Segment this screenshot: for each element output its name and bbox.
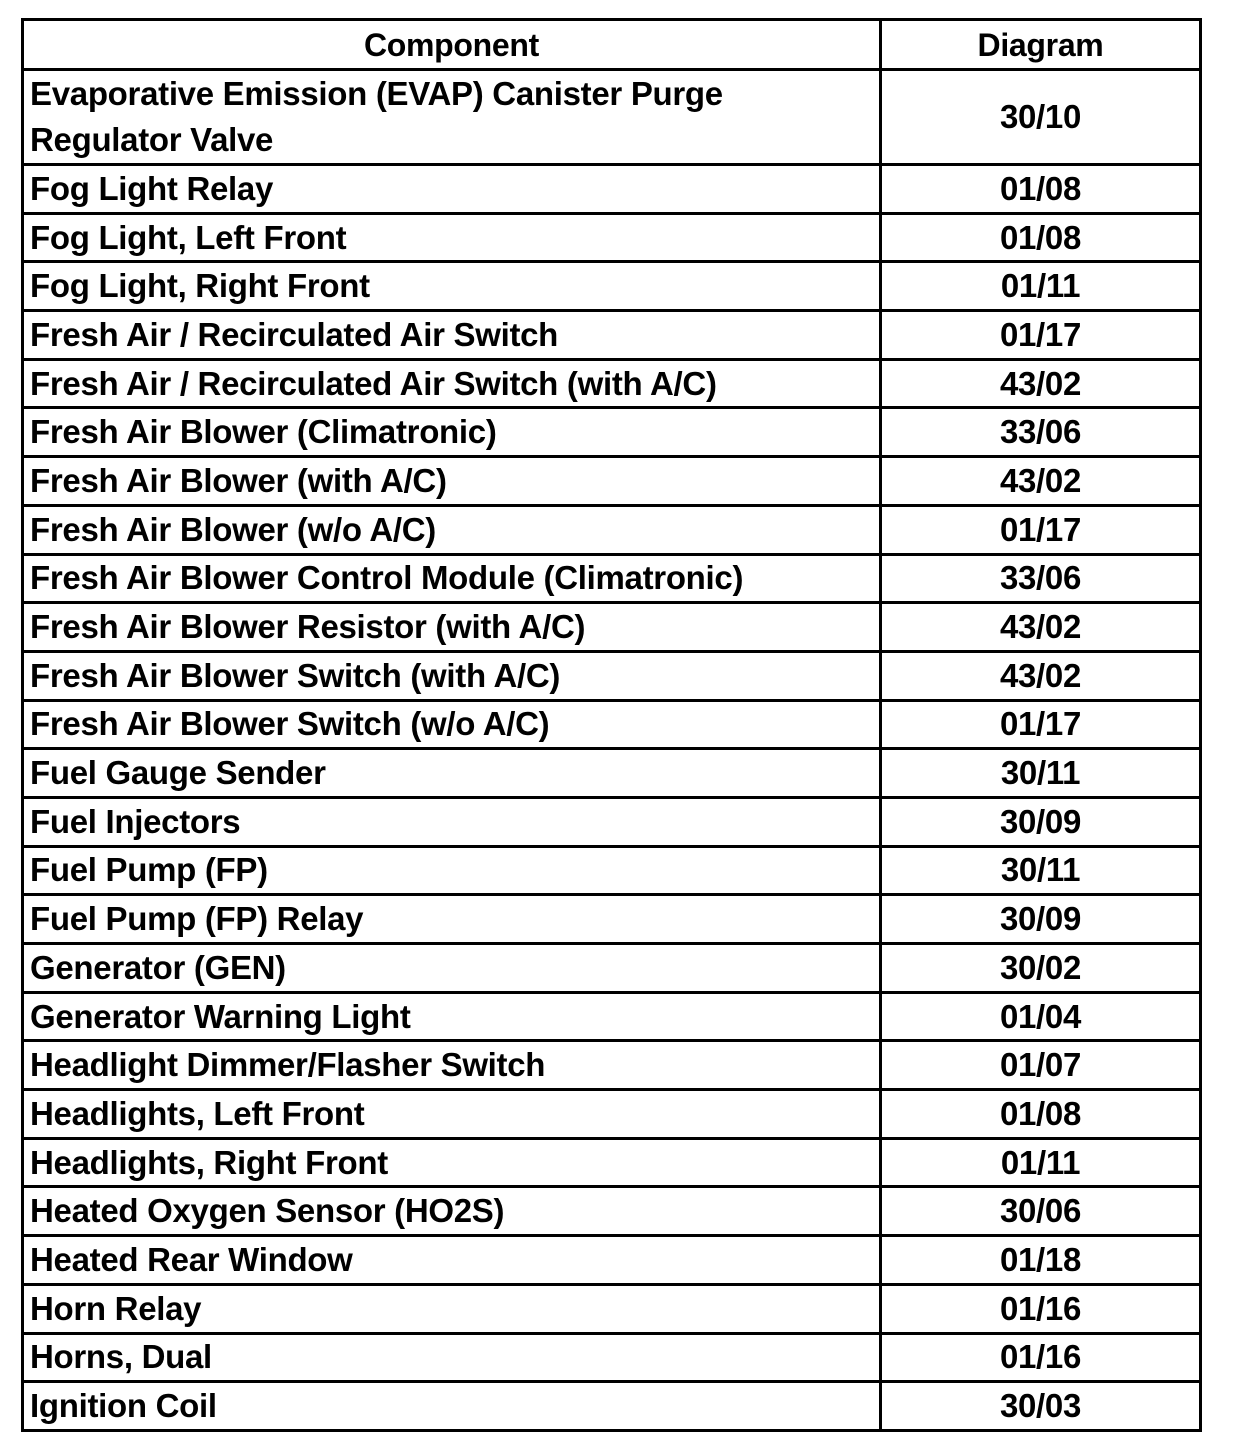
component-cell: Ignition Coil bbox=[23, 1382, 881, 1431]
diagram-cell: 01/17 bbox=[881, 700, 1201, 749]
table-row bbox=[23, 311, 1201, 360]
column-header-component: Component bbox=[23, 20, 881, 70]
diagram-cell: 33/06 bbox=[881, 408, 1201, 457]
table-row bbox=[23, 700, 1201, 749]
table-row bbox=[23, 165, 1201, 214]
component-cell: Fresh Air Blower Control Module (Climatronic) bbox=[23, 554, 881, 603]
diagram-cell: 30/09 bbox=[881, 797, 1201, 846]
table-row bbox=[23, 797, 1201, 846]
component-cell: Fuel Injectors bbox=[23, 797, 881, 846]
table-row bbox=[23, 603, 1201, 652]
component-cell: Horn Relay bbox=[23, 1284, 881, 1333]
component-cell: Heated Oxygen Sensor (HO2S) bbox=[23, 1187, 881, 1236]
table-row bbox=[23, 554, 1201, 603]
component-cell: Headlight Dimmer/Flasher Switch bbox=[23, 1041, 881, 1090]
component-cell: Headlights, Left Front bbox=[23, 1090, 881, 1139]
diagram-cell: 43/02 bbox=[881, 651, 1201, 700]
component-cell: Fog Light, Right Front bbox=[23, 262, 881, 311]
component-cell: Generator Warning Light bbox=[23, 992, 881, 1041]
diagram-cell: 30/06 bbox=[881, 1187, 1201, 1236]
table-row bbox=[23, 1236, 1201, 1285]
diagram-cell: 30/03 bbox=[881, 1382, 1201, 1431]
diagram-cell: 30/11 bbox=[881, 846, 1201, 895]
diagram-cell: 43/02 bbox=[881, 457, 1201, 506]
component-cell: Fresh Air Blower Switch (with A/C) bbox=[23, 651, 881, 700]
table-row bbox=[23, 457, 1201, 506]
diagram-cell: 01/16 bbox=[881, 1333, 1201, 1382]
table-row bbox=[23, 1041, 1201, 1090]
diagram-cell: 30/11 bbox=[881, 749, 1201, 798]
diagram-cell: 01/18 bbox=[881, 1236, 1201, 1285]
diagram-cell: 43/02 bbox=[881, 603, 1201, 652]
table-row bbox=[23, 651, 1201, 700]
component-cell: Fresh Air / Recirculated Air Switch bbox=[23, 311, 881, 360]
diagram-cell: 01/17 bbox=[881, 311, 1201, 360]
diagram-cell: 01/16 bbox=[881, 1284, 1201, 1333]
table-row bbox=[23, 992, 1201, 1041]
table-row bbox=[23, 749, 1201, 798]
table-row bbox=[23, 262, 1201, 311]
table-row bbox=[23, 1187, 1201, 1236]
table-row bbox=[23, 505, 1201, 554]
diagram-cell: 01/08 bbox=[881, 213, 1201, 262]
table-row bbox=[23, 1382, 1201, 1431]
table-row bbox=[23, 1284, 1201, 1333]
table-header-row bbox=[23, 20, 1201, 70]
diagram-cell: 01/04 bbox=[881, 992, 1201, 1041]
diagram-cell: 01/07 bbox=[881, 1041, 1201, 1090]
component-cell: Fresh Air Blower (with A/C) bbox=[23, 457, 881, 506]
component-cell: Fog Light, Left Front bbox=[23, 213, 881, 262]
diagram-cell: 33/06 bbox=[881, 554, 1201, 603]
table-row bbox=[23, 408, 1201, 457]
component-cell: Evaporative Emission (EVAP) Canister Purge Regulator Valve bbox=[23, 70, 881, 165]
component-cell: Fresh Air Blower Resistor (with A/C) bbox=[23, 603, 881, 652]
component-cell: Fuel Pump (FP) bbox=[23, 846, 881, 895]
component-cell: Fog Light Relay bbox=[23, 165, 881, 214]
component-cell: Generator (GEN) bbox=[23, 944, 881, 993]
column-header-diagram: Diagram bbox=[881, 20, 1201, 70]
diagram-cell: 01/11 bbox=[881, 262, 1201, 311]
diagram-cell: 01/17 bbox=[881, 505, 1201, 554]
diagram-cell: 30/02 bbox=[881, 944, 1201, 993]
diagram-cell: 43/02 bbox=[881, 359, 1201, 408]
component-cell: Fuel Gauge Sender bbox=[23, 749, 881, 798]
diagram-cell: 30/10 bbox=[881, 70, 1201, 165]
component-cell: Headlights, Right Front bbox=[23, 1138, 881, 1187]
table-row bbox=[23, 1090, 1201, 1139]
component-diagram-table bbox=[21, 18, 1202, 1432]
table-row bbox=[23, 895, 1201, 944]
component-cell: Horns, Dual bbox=[23, 1333, 881, 1382]
diagram-cell: 01/11 bbox=[881, 1138, 1201, 1187]
component-cell: Heated Rear Window bbox=[23, 1236, 881, 1285]
component-cell: Fresh Air / Recirculated Air Switch (with A/C) bbox=[23, 359, 881, 408]
table-row bbox=[23, 944, 1201, 993]
diagram-cell: 30/09 bbox=[881, 895, 1201, 944]
component-cell: Fresh Air Blower (Climatronic) bbox=[23, 408, 881, 457]
diagram-cell: 01/08 bbox=[881, 165, 1201, 214]
table-row bbox=[23, 213, 1201, 262]
component-diagram-table-container bbox=[21, 18, 1199, 1432]
component-cell: Fresh Air Blower (w/o A/C) bbox=[23, 505, 881, 554]
diagram-cell: 01/08 bbox=[881, 1090, 1201, 1139]
component-cell: Fuel Pump (FP) Relay bbox=[23, 895, 881, 944]
table-row bbox=[23, 1138, 1201, 1187]
table-row bbox=[23, 1333, 1201, 1382]
table-row bbox=[23, 359, 1201, 408]
component-cell: Fresh Air Blower Switch (w/o A/C) bbox=[23, 700, 881, 749]
table-row bbox=[23, 846, 1201, 895]
table-row bbox=[23, 70, 1201, 165]
